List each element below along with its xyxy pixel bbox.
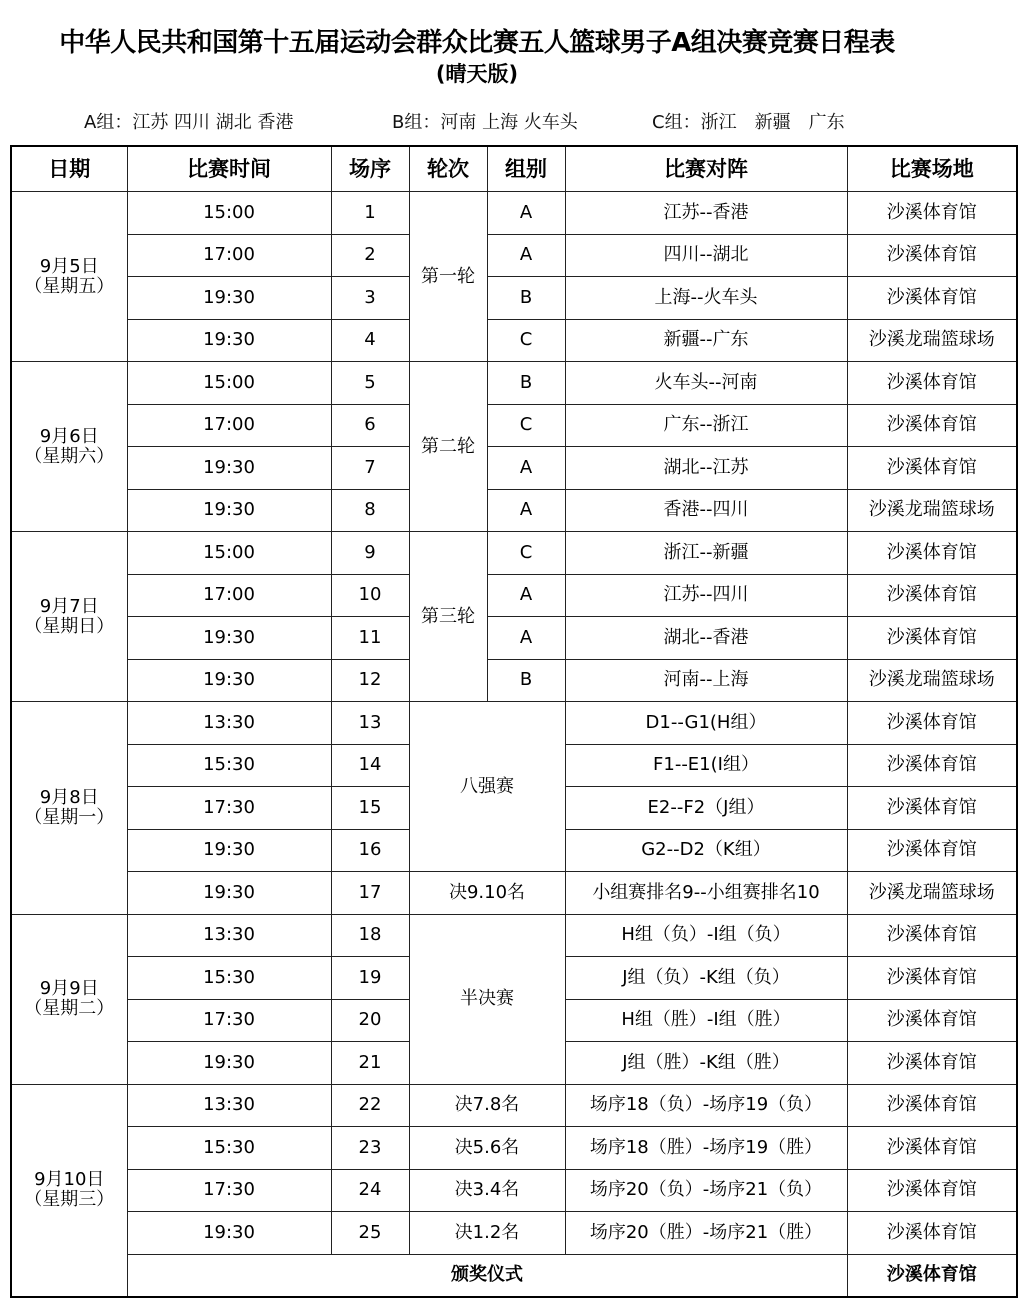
match-cell: 河南--上海 xyxy=(565,659,847,702)
venue-cell: 沙溪体育馆 xyxy=(847,1084,1017,1127)
venue-cell: 沙溪体育馆 xyxy=(847,787,1017,830)
table-row xyxy=(11,489,1017,532)
header-seq: 场序 xyxy=(331,146,409,192)
table-row xyxy=(11,447,1017,490)
venue-cell: 沙溪体育馆 xyxy=(847,1127,1017,1170)
group-b-label: B组：河南 上海 火车头 xyxy=(392,112,578,133)
header-time: 比赛时间 xyxy=(127,146,331,192)
weekday-text: （星期二） xyxy=(24,998,115,1019)
date-cell xyxy=(11,532,127,702)
table-row xyxy=(11,1127,1017,1170)
page-title: 中华人民共和国第十五届运动会群众比赛五人篮球男子A组决赛竞赛日程表 xyxy=(59,28,895,58)
time-cell: 15:30 xyxy=(127,957,331,1000)
match-cell: 场序18（负）-场序19（负） xyxy=(565,1084,847,1127)
match-cell: 四川--湖北 xyxy=(565,234,847,277)
date-cell xyxy=(11,192,127,362)
venue-cell: 沙溪体育馆 xyxy=(847,192,1017,235)
venue-cell: 沙溪体育馆 xyxy=(847,1042,1017,1085)
venue-cell: 沙溪龙瑞篮球场 xyxy=(847,872,1017,915)
date-text: 9月6日 xyxy=(39,425,99,447)
group-cell: B xyxy=(487,659,565,702)
time-cell: 19:30 xyxy=(127,872,331,915)
seq-cell: 21 xyxy=(331,1042,409,1085)
match-cell: 小组赛排名9--小组赛排名10 xyxy=(565,872,847,915)
seq-cell: 1 xyxy=(331,192,409,235)
venue-cell: 沙溪体育馆 xyxy=(847,574,1017,617)
seq-cell: 23 xyxy=(331,1127,409,1170)
date-text: 9月8日 xyxy=(39,786,99,808)
seq-cell: 10 xyxy=(331,574,409,617)
seq-cell: 11 xyxy=(331,617,409,660)
header-date: 日期 xyxy=(11,146,127,192)
seq-cell: 3 xyxy=(331,277,409,320)
seq-cell: 24 xyxy=(331,1169,409,1212)
date-cell xyxy=(11,1084,127,1297)
table-row xyxy=(11,659,1017,702)
venue-cell: 沙溪体育馆 xyxy=(847,447,1017,490)
date-cell xyxy=(11,702,127,915)
table-row xyxy=(11,362,1017,405)
date-text: 9月5日 xyxy=(39,255,99,277)
time-cell: 15:00 xyxy=(127,532,331,575)
time-cell: 17:00 xyxy=(127,404,331,447)
table-row xyxy=(11,872,1017,915)
date-cell xyxy=(11,362,127,532)
venue-cell: 沙溪体育馆 xyxy=(847,914,1017,957)
venue-cell: 沙溪体育馆 xyxy=(847,234,1017,277)
venue-cell: 沙溪体育馆 xyxy=(847,999,1017,1042)
schedule-table xyxy=(10,145,1018,1298)
table-row xyxy=(11,617,1017,660)
time-cell: 17:00 xyxy=(127,574,331,617)
group-list xyxy=(84,108,845,138)
seq-cell: 13 xyxy=(331,702,409,745)
weekday-text: （星期五） xyxy=(24,275,115,297)
group-cell: A xyxy=(487,489,565,532)
header-round: 轮次 xyxy=(409,146,487,192)
time-cell: 19:30 xyxy=(127,447,331,490)
group-cell: A xyxy=(487,192,565,235)
group-cell: A xyxy=(487,447,565,490)
venue-cell: 沙溪体育馆 xyxy=(847,532,1017,575)
match-cell: D1--G1(H组） xyxy=(565,702,847,745)
time-cell: 13:30 xyxy=(127,914,331,957)
venue-cell: 沙溪龙瑞篮球场 xyxy=(847,659,1017,702)
weekday-text: （星期六） xyxy=(24,445,115,467)
seq-cell: 8 xyxy=(331,489,409,532)
table-row xyxy=(11,574,1017,617)
seq-cell: 20 xyxy=(331,999,409,1042)
time-cell: 19:30 xyxy=(127,829,331,872)
time-cell: 17:00 xyxy=(127,234,331,277)
match-cell: 江苏--四川 xyxy=(565,574,847,617)
round-cell: 第一轮 xyxy=(409,192,487,362)
time-cell: 15:30 xyxy=(127,1127,331,1170)
group-cell: B xyxy=(487,277,565,320)
ceremony-venue: 沙溪体育馆 xyxy=(847,1254,1017,1297)
seq-cell: 12 xyxy=(331,659,409,702)
seq-cell: 25 xyxy=(331,1212,409,1255)
venue-cell: 沙溪体育馆 xyxy=(847,1169,1017,1212)
table-row xyxy=(11,532,1017,575)
venue-cell: 沙溪体育馆 xyxy=(847,404,1017,447)
stage-cell: 八强赛 xyxy=(409,702,565,872)
header-venue: 比赛场地 xyxy=(847,146,1017,192)
match-cell: 上海--火车头 xyxy=(565,277,847,320)
seq-cell: 14 xyxy=(331,744,409,787)
date-cell xyxy=(11,914,127,1084)
time-cell: 19:30 xyxy=(127,659,331,702)
match-cell: 场序20（负）-场序21（负） xyxy=(565,1169,847,1212)
time-cell: 15:00 xyxy=(127,362,331,405)
seq-cell: 2 xyxy=(331,234,409,277)
time-cell: 19:30 xyxy=(127,277,331,320)
time-cell: 17:30 xyxy=(127,1169,331,1212)
group-cell: A xyxy=(487,234,565,277)
date-text: 9月7日 xyxy=(39,595,99,617)
header-match: 比赛对阵 xyxy=(565,146,847,192)
seq-cell: 9 xyxy=(331,532,409,575)
match-cell: J组（胜）-K组（胜） xyxy=(565,1042,847,1085)
table-row xyxy=(11,1084,1017,1127)
stage-cell: 半决赛 xyxy=(409,914,565,1084)
match-cell: 场序18（胜）-场序19（胜） xyxy=(565,1127,847,1170)
date-text: 9月10日 xyxy=(34,1169,105,1190)
time-cell: 19:30 xyxy=(127,1212,331,1255)
time-cell: 19:30 xyxy=(127,1042,331,1085)
weekday-text: （星期一） xyxy=(24,806,115,828)
table-row xyxy=(11,1212,1017,1255)
time-cell: 15:00 xyxy=(127,192,331,235)
match-cell: 湖北--香港 xyxy=(565,617,847,660)
match-cell: E2--F2（J组） xyxy=(565,787,847,830)
venue-cell: 沙溪体育馆 xyxy=(847,362,1017,405)
venue-cell: 沙溪体育馆 xyxy=(847,702,1017,745)
time-cell: 19:30 xyxy=(127,319,331,362)
seq-cell: 22 xyxy=(331,1084,409,1127)
seq-cell: 5 xyxy=(331,362,409,405)
round-cell: 第二轮 xyxy=(409,362,487,532)
seq-cell: 4 xyxy=(331,319,409,362)
table-row xyxy=(11,914,1017,957)
header-group: 组别 xyxy=(487,146,565,192)
table-row xyxy=(11,702,1017,745)
stage-cell: 决9.10名 xyxy=(409,872,565,915)
time-cell: 17:30 xyxy=(127,999,331,1042)
time-cell: 17:30 xyxy=(127,787,331,830)
ceremony-label: 颁奖仪式 xyxy=(127,1254,847,1297)
match-cell: 江苏--香港 xyxy=(565,192,847,235)
group-cell: A xyxy=(487,574,565,617)
group-a-label: A组：江苏 四川 湖北 香港 xyxy=(84,112,294,133)
round-cell: 第三轮 xyxy=(409,532,487,702)
venue-cell: 沙溪龙瑞篮球场 xyxy=(847,319,1017,362)
match-cell: 场序20（胜）-场序21（胜） xyxy=(565,1212,847,1255)
seq-cell: 15 xyxy=(331,787,409,830)
table-row xyxy=(11,404,1017,447)
seq-cell: 18 xyxy=(331,914,409,957)
group-cell: C xyxy=(487,532,565,575)
schedule-body xyxy=(11,192,1017,1297)
match-cell: 香港--四川 xyxy=(565,489,847,532)
page-subtitle: (晴天版) xyxy=(435,62,519,86)
match-cell: 新疆--广东 xyxy=(565,319,847,362)
match-cell: 火车头--河南 xyxy=(565,362,847,405)
table-row xyxy=(11,319,1017,362)
seq-cell: 7 xyxy=(331,447,409,490)
time-cell: 19:30 xyxy=(127,489,331,532)
match-cell: G2--D2（K组） xyxy=(565,829,847,872)
venue-cell: 沙溪体育馆 xyxy=(847,277,1017,320)
table-row xyxy=(11,277,1017,320)
match-cell: 湖北--江苏 xyxy=(565,447,847,490)
weekday-text: （星期日） xyxy=(24,615,115,637)
seq-cell: 19 xyxy=(331,957,409,1000)
seq-cell: 17 xyxy=(331,872,409,915)
table-row xyxy=(11,192,1017,235)
venue-cell: 沙溪体育馆 xyxy=(847,744,1017,787)
ceremony-row xyxy=(11,1254,1017,1297)
group-cell: C xyxy=(487,404,565,447)
group-c-label: C组：浙江 新疆 广东 xyxy=(652,112,845,133)
venue-cell: 沙溪体育馆 xyxy=(847,1212,1017,1255)
venue-cell: 沙溪体育馆 xyxy=(847,829,1017,872)
seq-cell: 16 xyxy=(331,829,409,872)
venue-cell: 沙溪体育馆 xyxy=(847,617,1017,660)
match-cell: 浙江--新疆 xyxy=(565,532,847,575)
time-cell: 15:30 xyxy=(127,744,331,787)
time-cell: 13:30 xyxy=(127,702,331,745)
weekday-text: （星期三） xyxy=(24,1189,115,1210)
table-row xyxy=(11,234,1017,277)
time-cell: 19:30 xyxy=(127,617,331,660)
stage-cell: 决7.8名 xyxy=(409,1084,565,1127)
match-cell: J组（负）-K组（负） xyxy=(565,957,847,1000)
venue-cell: 沙溪体育馆 xyxy=(847,957,1017,1000)
stage-cell: 决5.6名 xyxy=(409,1127,565,1170)
stage-cell: 决1.2名 xyxy=(409,1212,565,1255)
match-cell: 广东--浙江 xyxy=(565,404,847,447)
group-cell: C xyxy=(487,319,565,362)
header-row xyxy=(11,146,1017,192)
venue-cell: 沙溪龙瑞篮球场 xyxy=(847,489,1017,532)
group-cell: A xyxy=(487,617,565,660)
group-cell: B xyxy=(487,362,565,405)
seq-cell: 6 xyxy=(331,404,409,447)
match-cell: H组（胜）-I组（胜） xyxy=(565,999,847,1042)
match-cell: H组（负）-I组（负） xyxy=(565,914,847,957)
match-cell: F1--E1(I组） xyxy=(565,744,847,787)
date-text: 9月9日 xyxy=(39,978,99,999)
table-row xyxy=(11,1169,1017,1212)
stage-cell: 决3.4名 xyxy=(409,1169,565,1212)
time-cell: 13:30 xyxy=(127,1084,331,1127)
